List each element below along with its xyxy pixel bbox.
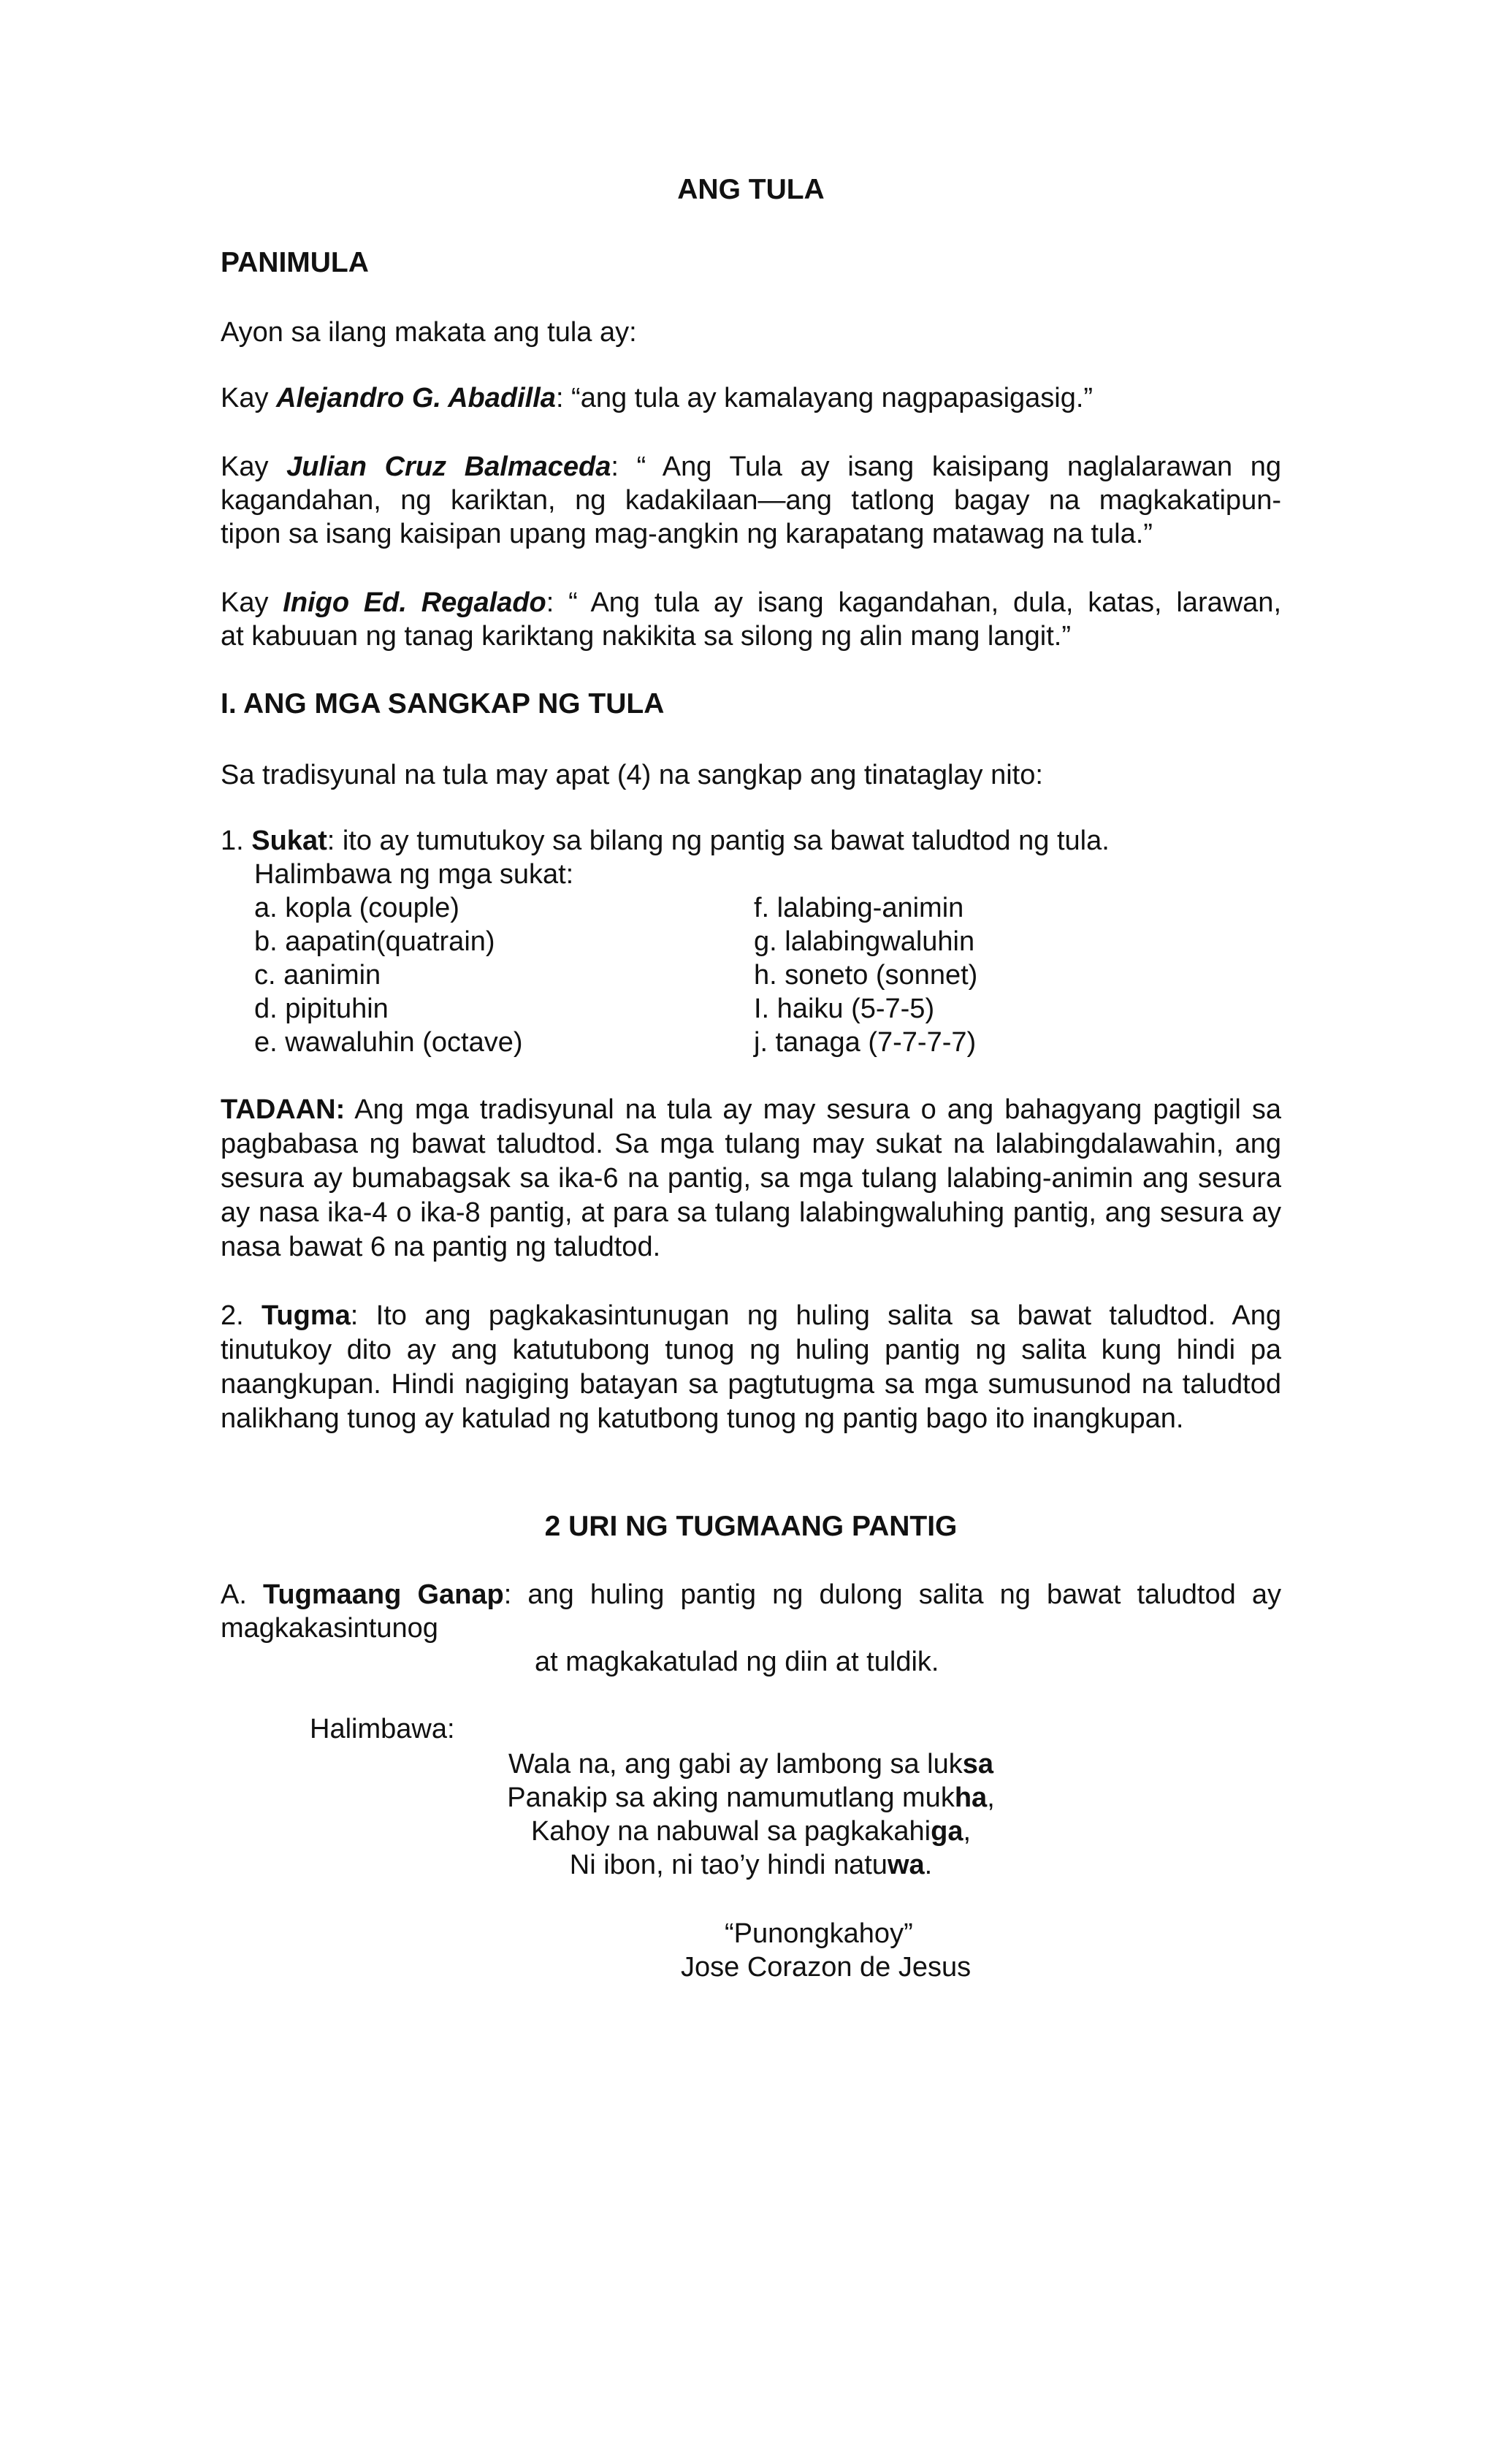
tugmaang-ganap-line-3: at magkakatulad ng diin at tuldik. — [535, 1647, 939, 1677]
poem-punct: . — [924, 1850, 933, 1880]
item-number: 1. — [221, 825, 252, 856]
poem-punct: , — [963, 1816, 972, 1847]
sukat-example-g: g. lalabingwaluhin — [754, 926, 975, 957]
poem-rhyme-syllable: wa — [887, 1850, 925, 1880]
quote-text: : “ang tula ay kamalayang nagpapasigasig.” — [555, 383, 1094, 413]
item-sukat — [221, 824, 1110, 858]
intro-heading: PANIMULA — [221, 247, 369, 278]
quote-balmaceda-line-2: kagandahan, ng kariktan, ng kadakilaan—ang tatlong bagay na magkakatipun- — [221, 485, 1281, 516]
poem-line-2 — [221, 1781, 1281, 1815]
document-title: ANG TULA — [677, 174, 825, 205]
item-text: : ito ay tumutukoy sa bilang ng pantig sa bawat taludtod ng tula. — [327, 825, 1110, 856]
item-term: Tugma — [262, 1300, 351, 1331]
sukat-example-b: b. aapatin(quatrain) — [254, 926, 495, 957]
quote-text: : “ Ang Tula ay isang kaisipang naglalarawan ng — [611, 451, 1281, 482]
intro-lead: Ayon sa ilang makata ang tula ay: — [221, 317, 637, 348]
poem-line-4 — [221, 1848, 1281, 1883]
quote-author: Alejandro G. Abadilla — [276, 383, 556, 413]
tugmaang-ganap-line-1 — [221, 1578, 1281, 1612]
sukat-example-h: h. soneto (sonnet) — [754, 960, 978, 991]
quote-prefix: Kay — [221, 451, 287, 482]
sukat-example-c: c. aanimin — [254, 960, 381, 991]
examples-label: Halimbawa ng mga sukat: — [254, 859, 574, 890]
poem-line-3 — [221, 1815, 1281, 1849]
poem-line-text: Panakip sa aking namumutlang muk — [507, 1782, 955, 1813]
quote-prefix: Kay — [221, 383, 277, 413]
poem-punct: , — [987, 1782, 995, 1813]
poem-rhyme-syllable: sa — [962, 1749, 994, 1780]
sukat-example-i: I. haiku (5-7-5) — [754, 993, 935, 1024]
poem-line-text: Ni ibon, ni tao’y hindi natu — [569, 1850, 888, 1880]
item-term: Sukat — [251, 825, 327, 856]
item-term: Tugmaang Ganap — [263, 1579, 504, 1610]
item-number: 2. — [221, 1300, 262, 1331]
poem-line-text: Wala na, ang gabi ay lambong sa luk — [508, 1749, 963, 1780]
item-tugma — [221, 1299, 1281, 1436]
sukat-example-f: f. lalabing-animin — [754, 893, 964, 923]
sukat-example-j: j. tanaga (7-7-7-7) — [754, 1027, 977, 1058]
section-heading-tugmaan: 2 URI NG TUGMAANG PANTIG — [544, 1511, 958, 1542]
note-label: TADAAN: — [221, 1094, 346, 1125]
item-text: : ang huling pantig ng dulong salita ng bawat taludtod ay — [503, 1579, 1281, 1610]
item-label: A. — [221, 1579, 264, 1610]
quote-abadilla — [221, 381, 1093, 416]
quote-balmaceda-line-1 — [221, 450, 1281, 484]
tugmaang-ganap-line-2: magkakasintunog — [221, 1613, 438, 1644]
quote-regalado-line-1 — [221, 586, 1281, 620]
sukat-example-d: d. pipituhin — [254, 993, 389, 1024]
poem-rhyme-syllable: ha — [954, 1782, 988, 1813]
item-text: : Ito ang pagkakasintunugan ng huling salita sa bawat taludtod. Ang tinutukoy dito ay ang katutubong tunog ng huling pantig ng salita kung hindi pa naangkupan. Hindi nagiging batayan sa pagtutugma sa mga sumusunod na taludtod nalikhang tunog ay katulad ng katutbong tunog ng pantig bago ito inangkupan. — [221, 1300, 1282, 1434]
quote-balmaceda-line-3: tipon sa isang kaisipan upang mag-angkin ng karapatang matawag na tula.” — [221, 519, 1153, 549]
quote-author: Julian Cruz Balmaceda — [286, 451, 611, 482]
quote-prefix: Kay — [221, 587, 283, 618]
poem-author: Jose Corazon de Jesus — [681, 1952, 972, 1983]
quote-regalado-line-2: at kabuuan ng tanag kariktang nakikita sa silong ng alin mang langit.” — [221, 621, 1071, 652]
example-label: Halimbawa: — [310, 1714, 455, 1744]
poem-line-1 — [221, 1747, 1281, 1782]
tadaan-note — [221, 1093, 1281, 1265]
quote-author: Inigo Ed. Regalado — [283, 587, 546, 618]
sukat-example-a: a. kopla (couple) — [254, 893, 459, 923]
section-lead: Sa tradisyunal na tula may apat (4) na sangkap ang tinataglay nito: — [221, 760, 1043, 790]
section-heading-sangkap: I. ANG MGA SANGKAP NG TULA — [221, 688, 665, 720]
poem-line-text: Kahoy na nabuwal sa pagkakahi — [530, 1816, 931, 1847]
sukat-example-e: e. wawaluhin (octave) — [254, 1027, 523, 1058]
note-text: Ang mga tradisyunal na tula ay may sesura o ang bahagyang pagtigil sa pagbabasa ng bawat taludtod. Sa mga tulang may sukat na lalabingdalawahin, ang sesura ay bumabagsak sa ika-6 na pantig, sa mga tulang lalabing-animin ang sesura ay nasa ika-4 o ika-8 pantig, at para sa tulang lalabingwaluhing pantig, ang sesura ay nasa bawat 6 na pantig ng taludtod. — [221, 1094, 1281, 1262]
poem-title: “Punongkahoy” — [725, 1918, 913, 1949]
quote-text: : “ Ang tula ay isang kagandahan, dula, katas, larawan, — [546, 587, 1281, 618]
poem-rhyme-syllable: ga — [931, 1816, 963, 1847]
